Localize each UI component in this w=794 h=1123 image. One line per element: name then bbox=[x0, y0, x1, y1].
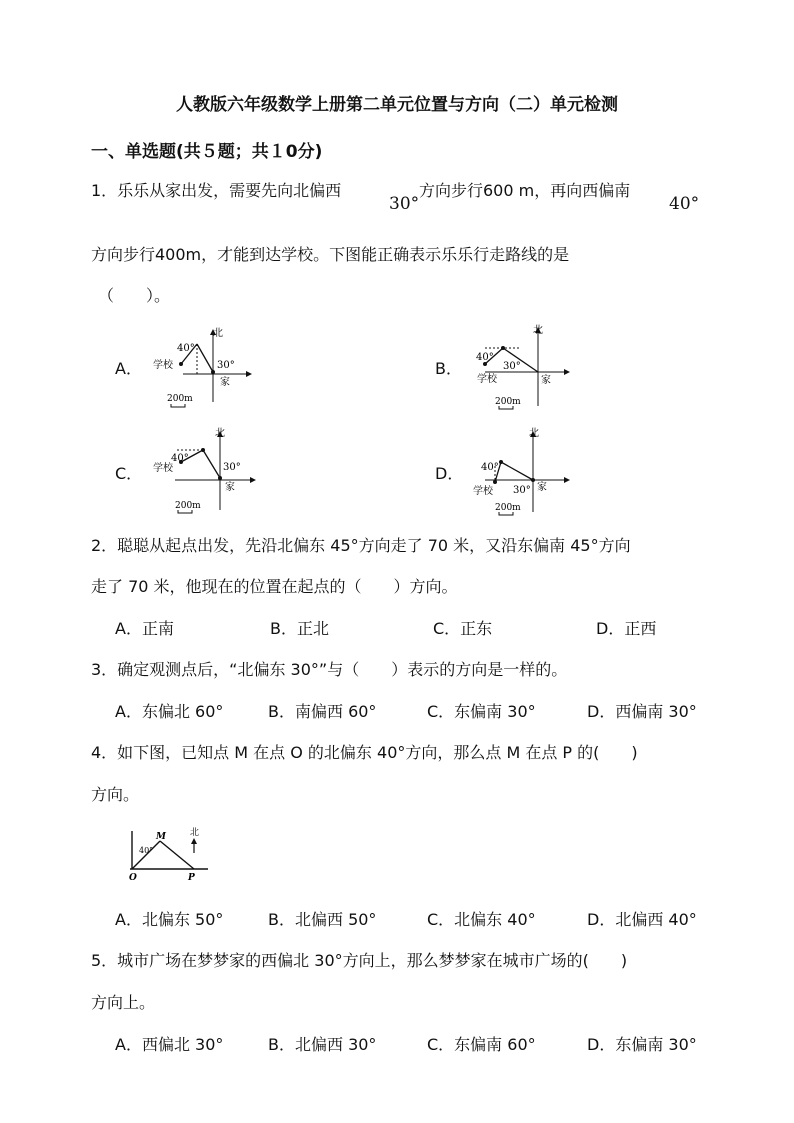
q3-option-a[interactable]: A．东偏北 60° bbox=[115, 702, 224, 721]
q1-diagram-d bbox=[465, 424, 575, 516]
angle-30-label: 30° bbox=[223, 462, 241, 473]
school-label: 学校 bbox=[153, 463, 173, 474]
point-o-label: O bbox=[129, 873, 137, 883]
angle-40-label: 40° bbox=[481, 462, 499, 473]
q4-option-a[interactable]: A．北偏东 50° bbox=[115, 910, 224, 929]
q1-option-c[interactable]: C． bbox=[115, 464, 143, 483]
q5-text-line1: 5．城市广场在梦梦家的西偏北 30°方向上，那么梦梦家在城市广场的( ) bbox=[91, 951, 628, 970]
q1-angle-40: 40° bbox=[669, 194, 700, 214]
angle-40-label: 40° bbox=[171, 453, 189, 464]
q4-diagram bbox=[126, 825, 216, 883]
q5-option-c[interactable]: C．东偏南 60° bbox=[427, 1035, 536, 1054]
scale-label: 200m bbox=[495, 503, 521, 513]
q2-option-c[interactable]: C．正东 bbox=[433, 619, 493, 638]
q1-option-d[interactable]: D． bbox=[435, 464, 464, 483]
home-label: 家 bbox=[541, 375, 551, 386]
north-label: 北 bbox=[533, 325, 543, 336]
q1-diagram-a bbox=[145, 322, 260, 410]
q4-text-line1: 4．如下图，已知点 M 在点 O 的北偏东 40°方向，那么点 M 在点 P 的( ) bbox=[91, 743, 638, 762]
q4-option-b[interactable]: B．北偏西 50° bbox=[268, 910, 377, 929]
q3-text-line1: 3．确定观测点后，“北偏东 30°”与（ ）表示的方向是一样的。 bbox=[91, 660, 568, 679]
q1-option-b[interactable]: B． bbox=[435, 359, 462, 378]
q1-blank[interactable]: （ ）。 bbox=[98, 286, 171, 305]
point-p-label: P bbox=[188, 873, 195, 883]
scale-label: 200m bbox=[175, 501, 201, 511]
q1-diagram-b bbox=[465, 320, 575, 412]
q4-option-d[interactable]: D．北偏西 40° bbox=[587, 910, 697, 929]
q5-option-b[interactable]: B．北偏西 30° bbox=[268, 1035, 377, 1054]
home-label: 家 bbox=[537, 482, 547, 493]
scale-label: 200m bbox=[167, 394, 193, 404]
q1-text-line2: 方向步行400m，才能到达学校。下图能正确表示乐乐行走路线的是 bbox=[91, 245, 570, 264]
q1-text-part2: 方向步行600 m，再向西偏南 bbox=[419, 181, 631, 200]
q2-option-a[interactable]: A．正南 bbox=[115, 619, 174, 638]
school-label: 学校 bbox=[153, 360, 173, 371]
q4-text-line2: 方向。 bbox=[91, 785, 140, 804]
q2-option-d[interactable]: D．正西 bbox=[596, 619, 657, 638]
q3-option-b[interactable]: B．南偏西 60° bbox=[268, 702, 377, 721]
q1-text-part1: 1．乐乐从家出发，需要先向北偏西 bbox=[91, 181, 342, 200]
q5-option-d[interactable]: D．东偏南 30° bbox=[587, 1035, 697, 1054]
point-m-label: M bbox=[156, 832, 166, 842]
angle-40-label: 40° bbox=[139, 846, 154, 855]
q5-text-line2: 方向上。 bbox=[91, 993, 156, 1012]
q5-option-a[interactable]: A．西偏北 30° bbox=[115, 1035, 224, 1054]
angle-40-label: 40° bbox=[177, 343, 195, 354]
q1-angle-30: 30° bbox=[389, 194, 420, 214]
north-label: 北 bbox=[529, 428, 539, 439]
q1-diagram-c bbox=[145, 424, 260, 516]
angle-30-label: 30° bbox=[513, 485, 531, 496]
school-label: 学校 bbox=[477, 374, 497, 385]
q2-text-line2: 走了 70 米，他现在的位置在起点的（ ）方向。 bbox=[91, 577, 458, 596]
school-label: 学校 bbox=[473, 486, 493, 497]
north-label: 北 bbox=[215, 428, 225, 439]
north-label: 北 bbox=[190, 828, 200, 838]
q2-text-line1: 2．聪聪从起点出发，先沿北偏东 45°方向走了 70 米，又沿东偏南 45°方向 bbox=[91, 536, 631, 555]
home-label: 家 bbox=[220, 377, 230, 388]
scale-label: 200m bbox=[495, 397, 521, 407]
q3-option-c[interactable]: C．东偏南 30° bbox=[427, 702, 536, 721]
angle-30-label: 30° bbox=[503, 361, 521, 372]
q4-option-c[interactable]: C．北偏东 40° bbox=[427, 910, 536, 929]
section-heading: 一、单选题(共５题；共１0分) bbox=[91, 142, 323, 162]
home-label: 家 bbox=[225, 482, 235, 493]
north-label: 北 bbox=[213, 328, 223, 339]
q2-option-b[interactable]: B．正北 bbox=[270, 619, 329, 638]
angle-30-label: 30° bbox=[217, 360, 235, 371]
q1-option-a[interactable]: A． bbox=[115, 359, 142, 378]
angle-40-label: 40° bbox=[476, 352, 494, 363]
q3-option-d[interactable]: D．西偏南 30° bbox=[587, 702, 697, 721]
page-title: 人教版六年级数学上册第二单元位置与方向（二）单元检测 bbox=[176, 95, 618, 115]
